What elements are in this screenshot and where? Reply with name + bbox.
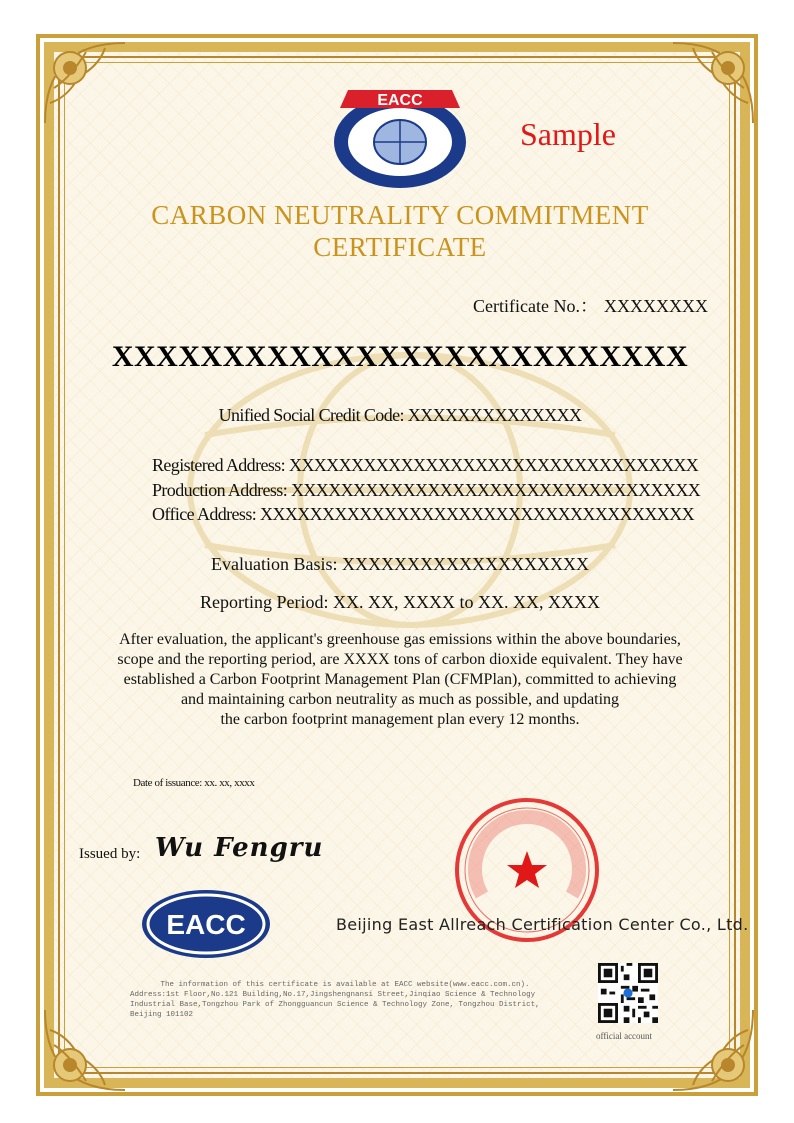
production-address: Production Address: XXXXXXXXXXXXXXXXXXXXXXXXXXXXXXXXX <box>152 480 701 500</box>
corner-ornament-icon <box>668 1005 758 1095</box>
certificate-number-label: Certificate No.： <box>473 296 598 316</box>
eacc-logo <box>140 888 272 960</box>
footer-info <box>130 980 560 1020</box>
evaluation-statement <box>80 630 720 730</box>
certificate-number <box>473 292 708 318</box>
evaluation-basis: Evaluation Basis: XXXXXXXXXXXXXXXXXXX <box>211 554 589 574</box>
logo-wordmark: EACC <box>377 92 423 109</box>
date-of-issuance: Date of issuance: xx. xx, xxxx <box>133 777 255 789</box>
footer-line: The information of this certificate is available at EACC website(www.eacc.com.cn). <box>160 981 530 989</box>
certificate-title-line2: CERTIFICATE <box>313 232 487 262</box>
statement-line: scope and the reporting period, are XXXX tons of carbon dioxide equivalent. They have <box>117 651 683 668</box>
eacc-logo-text: EACC <box>166 909 246 940</box>
certificate-number-value: XXXXXXXX <box>604 296 708 316</box>
footer-line: Industrial Base,Tongzhou Park of Zhongguancun Science & Technology Zone, Tongzhou District, <box>130 1001 540 1009</box>
sample-watermark: Sample <box>520 116 616 152</box>
statement-line: established a Carbon Footprint Management Plan (CFMPlan), committed to achieving <box>123 671 677 688</box>
corner-ornament-icon <box>40 1005 130 1095</box>
office-address: Office Address: XXXXXXXXXXXXXXXXXXXXXXXXXXXXXXXXXXX <box>152 504 695 524</box>
qr-code-label: official account <box>596 1031 653 1041</box>
qr-code-icon[interactable] <box>598 963 658 1023</box>
statement-line: After evaluation, the applicant's greenhouse gas emissions within the above boundaries, <box>119 631 681 648</box>
issued-by-label: Issued by: <box>79 846 141 862</box>
footer-line: Beijing 101102 <box>130 1011 194 1019</box>
certificate-title-line1: CARBON NEUTRALITY COMMITMENT <box>151 200 649 230</box>
reporting-period: Reporting Period: XX. XX, XXXX to XX. XX, XXXX <box>200 592 600 612</box>
statement-line: the carbon footprint management plan every 12 months. <box>220 711 580 728</box>
corner-ornament-icon <box>668 38 758 128</box>
signature: Wu Fengru <box>155 833 324 863</box>
company-name: XXXXXXXXXXXXXXXXXXXXXXXXXX <box>111 340 689 373</box>
registered-address: Registered Address: XXXXXXXXXXXXXXXXXXXXXXXXXXXXXXXXX <box>152 455 699 475</box>
credit-code: Unified Social Credit Code: XXXXXXXXXXXXXX <box>218 405 582 425</box>
statement-line: and maintaining carbon neutrality as much as possible, and updating <box>180 691 620 708</box>
footer-line: Address:1st Floor,No.121 Building,No.17,Jingshengnansi Street,Jinqiao Science & Technology <box>130 991 536 999</box>
issuer-company-name: Beijing East Allreach Certification Center Co., Ltd. <box>336 915 749 934</box>
corner-ornament-icon <box>40 38 130 128</box>
eacc-seal-logo <box>330 80 470 190</box>
